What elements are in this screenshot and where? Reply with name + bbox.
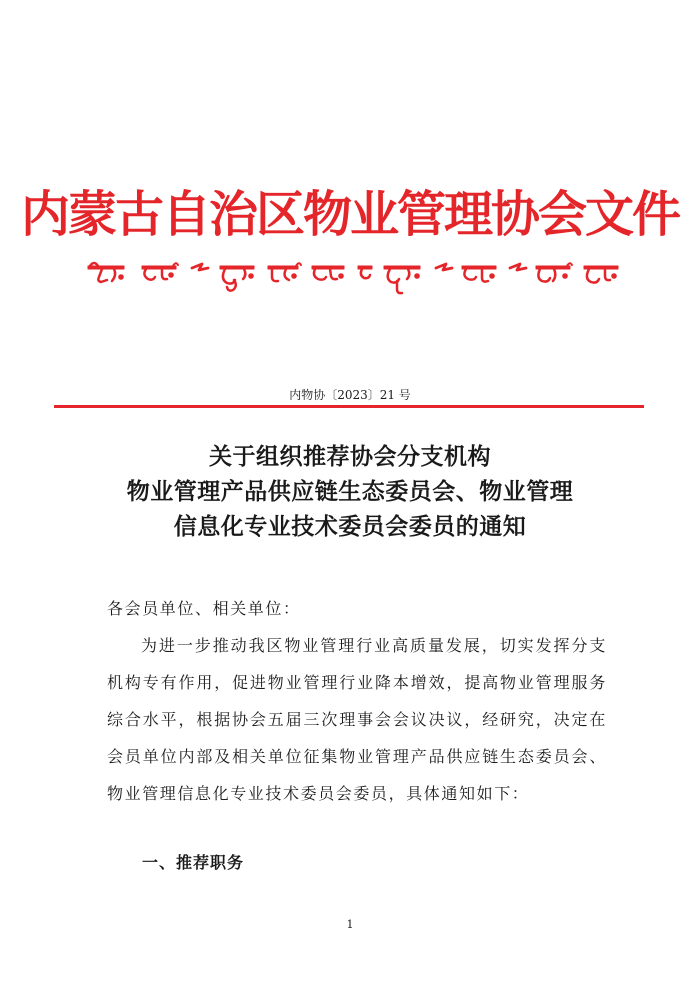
mongolian-word — [142, 263, 178, 279]
mongolian-word — [510, 264, 526, 270]
mongolian-word — [584, 266, 618, 283]
section-heading: 一、推荐职务 — [142, 853, 245, 872]
mongolian-script-header — [80, 254, 625, 304]
title-line: 物业管理产品供应链生态委员会、物业管理 — [126, 479, 574, 505]
mongolian-word — [268, 263, 301, 281]
red-divider-line — [54, 405, 644, 408]
mongolian-word — [436, 264, 452, 270]
document-number: 内物协〔2023〕21 号 — [289, 388, 411, 402]
mongolian-word — [462, 266, 496, 282]
notice-body — [107, 590, 607, 812]
mongolian-word — [192, 264, 208, 270]
mongolian-word — [88, 263, 124, 282]
title-line: 信息化专业技术委员会委员的通知 — [173, 514, 527, 540]
page-number: 1 — [346, 918, 354, 931]
body-paragraph: 为进一步推动我区物业管理行业高质量发展，切实发挥分支机构专有作用，促进物业管理行业降本增效，提高物业管理服务综合水平，根据协会五届三次理事会会议决议，经研究，决定在会员单位内部及相关单位征集物业管理产品供应链生态委员会、物业管理信息化专业技术委员会委员，具体通知如下： — [107, 636, 607, 803]
salutation: 各会员单位、相关单位： — [107, 599, 301, 618]
mongolian-word — [536, 263, 572, 281]
notice-title — [0, 440, 700, 545]
org-header-title: 内蒙古自治区物业管理协会文件 — [20, 185, 679, 243]
title-line: 关于组织推荐协会分支机构 — [209, 444, 491, 470]
mongolian-word — [220, 266, 254, 291]
mongolian-word — [312, 266, 344, 280]
mongolian-word — [358, 266, 372, 278]
mongolian-word — [384, 266, 420, 293]
